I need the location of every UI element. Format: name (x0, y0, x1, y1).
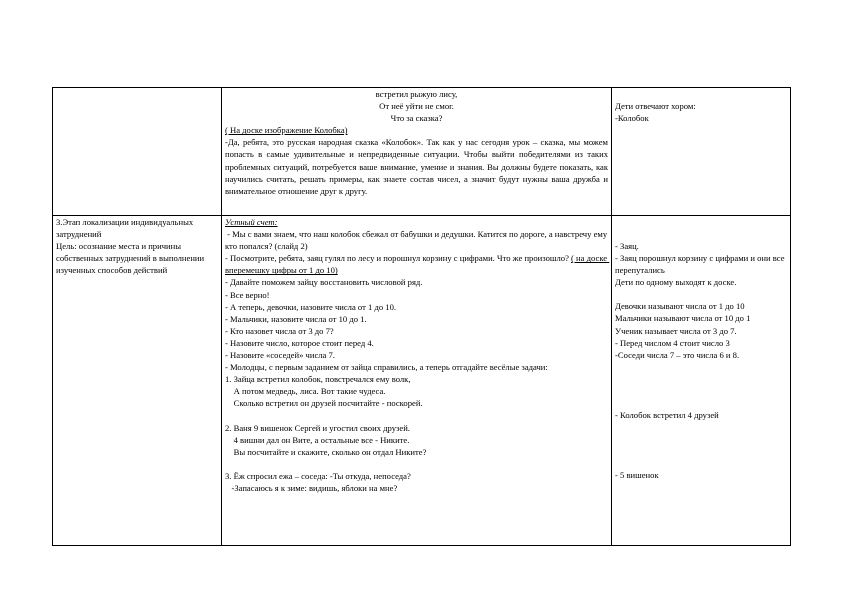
task-line: 2. Ваня 9 вишенок Сергей и угостил своих друзей. (225, 422, 410, 433)
teacher-paragraph: -Да, ребята, это русская народная сказка «Колобок». Так как у нас сегодня урок – сказка, мы можем попасть в самые удивительные и непредвиденные ситуации. Чтобы выйти победителями из таких проблемных ситуаций, потребуется ваше внимание, умение и знания. Вы должны будете показать, как научились считать, решать примеры, как знаете состав чисел, а значит будут нужны ваша дружба и внимательное отношение друг к другу. (225, 137, 608, 196)
teacher-line: - Все верно! (225, 289, 270, 300)
poem-line: От неё уйти не смог. (379, 101, 454, 112)
teacher-activity-cell (222, 88, 612, 216)
task-line: 4 вишни дал он Вите, а остальные все - Никите. (225, 434, 410, 445)
student-line: Ученик называет числа от 3 до 7. (615, 325, 737, 336)
task-line: А потом медведь, лиса. Вот такие чудеса. (225, 386, 386, 397)
stage-goal: Цель: осознание места и причины собственных затруднений в выполнении изученных способов действий (56, 241, 207, 276)
student-line: -Соседи числа 7 – это числа 6 и 8. (615, 349, 740, 360)
student-line: - Заяц порошнул корзину с цифрами и они все перепутались (615, 253, 787, 276)
teacher-line (225, 252, 608, 276)
student-line: Мальчики называют числа от 10 до 1 (615, 313, 751, 324)
table-row (53, 216, 791, 546)
student-line: - Перед числом 4 стоит число 3 (615, 337, 730, 348)
student-line: - Колобок встретил 4 друзей (615, 409, 719, 420)
lesson-table (52, 87, 791, 546)
stage-cell (53, 88, 222, 216)
student-activity-cell (612, 88, 791, 216)
stage-cell (53, 216, 222, 546)
poem-line: встретил рыжую лису, (375, 89, 458, 99)
task-line: Вы посчитайте и скажите, сколько он отдал Никите? (225, 446, 427, 457)
student-line: Дети отвечают хором: (615, 101, 696, 111)
teacher-line: - Назовите число, которое стоит перед 4. (225, 337, 374, 348)
task-line: 1. Зайца встретил колобок, повстречался ему волк, (225, 374, 411, 385)
board-note: ( На доске изображение Колобка) (225, 125, 348, 136)
teacher-line: - Кто назовет числа от 3 до 7? (225, 325, 334, 336)
teacher-activity-cell (222, 216, 612, 546)
student-line: - Заяц. (615, 241, 639, 251)
teacher-line: - Назовите «соседей» числа 7. (225, 350, 335, 361)
teacher-line: - Мальчики, назовите числа от 10 до 1. (225, 313, 367, 324)
student-line: Дети по одному выходят к доске. (615, 277, 737, 288)
teacher-line: - А теперь, девочки, назовите числа от 1 до 10. (225, 301, 397, 312)
teacher-line-text: - Посмотрите, ребята, заяц гулял по лесу и порошнул корзину с цифрами. Что же произошло? (225, 253, 569, 264)
student-activity-cell (612, 216, 791, 546)
student-line: -Колобок (615, 113, 649, 124)
stage-title: 3.Этап локализации индивидуальных затруднений (56, 217, 196, 240)
task-line: 3. Ёж спросил ежа – соседа: -Ты откуда, непоседа? (225, 470, 411, 481)
student-line: Девочки называют числа от 1 до 10 (615, 301, 745, 312)
table-row (53, 88, 791, 216)
student-line: - 5 вишенок (615, 469, 659, 480)
section-heading: Устный счет: (225, 217, 278, 227)
poem-line: Что за сказка? (390, 113, 443, 124)
task-line: -Запасаюсь я к зиме: видишь, яблоки на мне? (225, 482, 398, 493)
task-line: Сколько встретил он друзей посчитайте - поскорей. (225, 398, 423, 409)
teacher-line: - Мы с вами знаем, что наш колобок сбежал от бабушки и дедушки. Катится по дороге, а навстречу ему кто попался? (слайд 2) (225, 229, 610, 252)
teacher-line: - Давайте поможем зайцу восстановить числовой ряд. (225, 277, 423, 288)
board-note: ( на доске вперемешку цифры от 1 до 10) (225, 253, 610, 276)
teacher-line: - Молодцы, с первым заданием от зайца справились, а теперь отгадайте весёлые задачи: (225, 362, 548, 373)
